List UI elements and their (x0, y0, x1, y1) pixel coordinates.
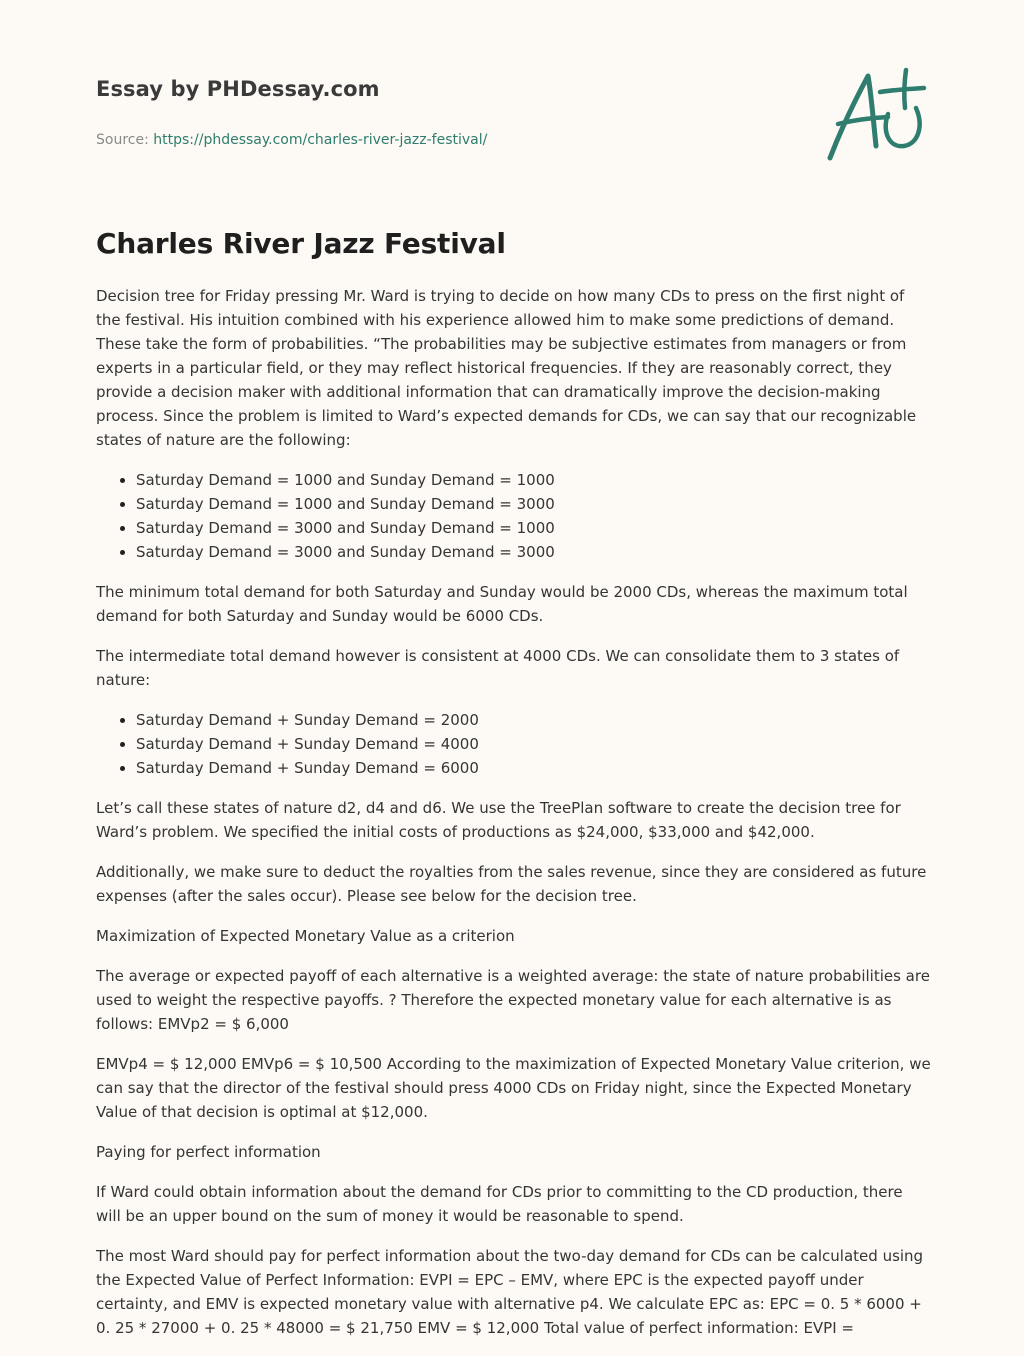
a-plus-grade-icon (818, 62, 930, 166)
list-item: • Saturday Demand = 3000 and Sunday Demand = 3000 (136, 540, 932, 564)
paragraph: The intermediate total demand however is consistent at 4000 CDs. We can consolidate them to 3 states of nature: (96, 647, 900, 689)
source-line (96, 130, 936, 150)
source-label: Source: (96, 132, 154, 148)
paragraph: Decision tree for Friday pressing Mr. Ward is trying to decide on how many CDs to press on the first night of the festival. His intuition combined with his experience allowed him to make some predictions of demand. These take the form of probabilities. “The probabilities may be subjective estimates from managers or from experts in a particular field, or they may reflect historical frequencies. If they are reasonably correct, they provide a decision maker with additional information that can dramatically improve the decision-making process. Since the problem is limited to Ward’s expected demands for CDs, we can say that our recognizable states of nature are the following: (96, 287, 917, 449)
paragraph: EMVp4 = $ 12,000 EMVp6 = $ 10,500 According to the maximization of Expected Monetary Value criterion, we can say that the director of the festival should press 4000 CDs on Friday night, since the Expected Monetary Value of that decision is optimal at $12,000. (96, 1055, 931, 1121)
paragraph: Let’s call these states of nature d2, d4 and d6. We use the TreePlan software to create the decision tree for Ward’s problem. We specified the initial costs of productions as $24,000, $33,000 and $42,000. (96, 799, 901, 841)
article-title: Charles River Jazz Festival (96, 227, 506, 260)
list-item: • Saturday Demand + Sunday Demand = 4000 (136, 732, 932, 756)
article-body (96, 284, 932, 1356)
list-item: • Saturday Demand + Sunday Demand = 2000 (136, 708, 932, 732)
paragraph: The most Ward should pay for perfect information about the two-day demand for CDs can be calculated using the Expected Value of Perfect Information: EVPI = EPC – EMV, where EPC is the expected payoff under certainty, and EMV is expected monetary value with alternative p4. We calculate EPC as: EPC = 0. 5 * 6000 + 0. 25 * 27000 + 0. 25 * 48000 = $ 21,750 EMV = $ 12,000 Total value of perfect information: EVPI = (96, 1247, 924, 1337)
page-header (96, 74, 936, 150)
states-of-nature-list (96, 468, 932, 564)
source-link[interactable]: https://phdessay.com/charles-river-jazz-festival/ (153, 132, 488, 148)
section-heading: Paying for perfect information (96, 1143, 321, 1161)
section-heading: Maximization of Expected Monetary Value as a criterion (96, 927, 515, 945)
site-brand: Essay by PHDessay.com (96, 77, 380, 101)
list-item: • Saturday Demand = 3000 and Sunday Demand = 1000 (136, 516, 932, 540)
list-item: • Saturday Demand = 1000 and Sunday Demand = 3000 (136, 492, 932, 516)
paragraph: The average or expected payoff of each alternative is a weighted average: the state of nature probabilities are used to weight the respective payoffs. ? Therefore the expected monetary value for each alternative is as follows: EMVp2 = $ 6,000 (96, 967, 930, 1033)
consolidated-states-list (96, 708, 932, 780)
list-item: • Saturday Demand = 1000 and Sunday Demand = 1000 (136, 468, 932, 492)
paragraph: If Ward could obtain information about the demand for CDs prior to committing to the CD production, there will be an upper bound on the sum of money it would be reasonable to spend. (96, 1183, 903, 1225)
list-item: • Saturday Demand + Sunday Demand = 6000 (136, 756, 932, 780)
paragraph: Additionally, we make sure to deduct the royalties from the sales revenue, since they are considered as future expenses (after the sales occur). Please see below for the decision tree. (96, 863, 927, 905)
paragraph: The minimum total demand for both Saturday and Sunday would be 2000 CDs, whereas the maximum total demand for both Saturday and Sunday would be 6000 CDs. (96, 583, 908, 625)
